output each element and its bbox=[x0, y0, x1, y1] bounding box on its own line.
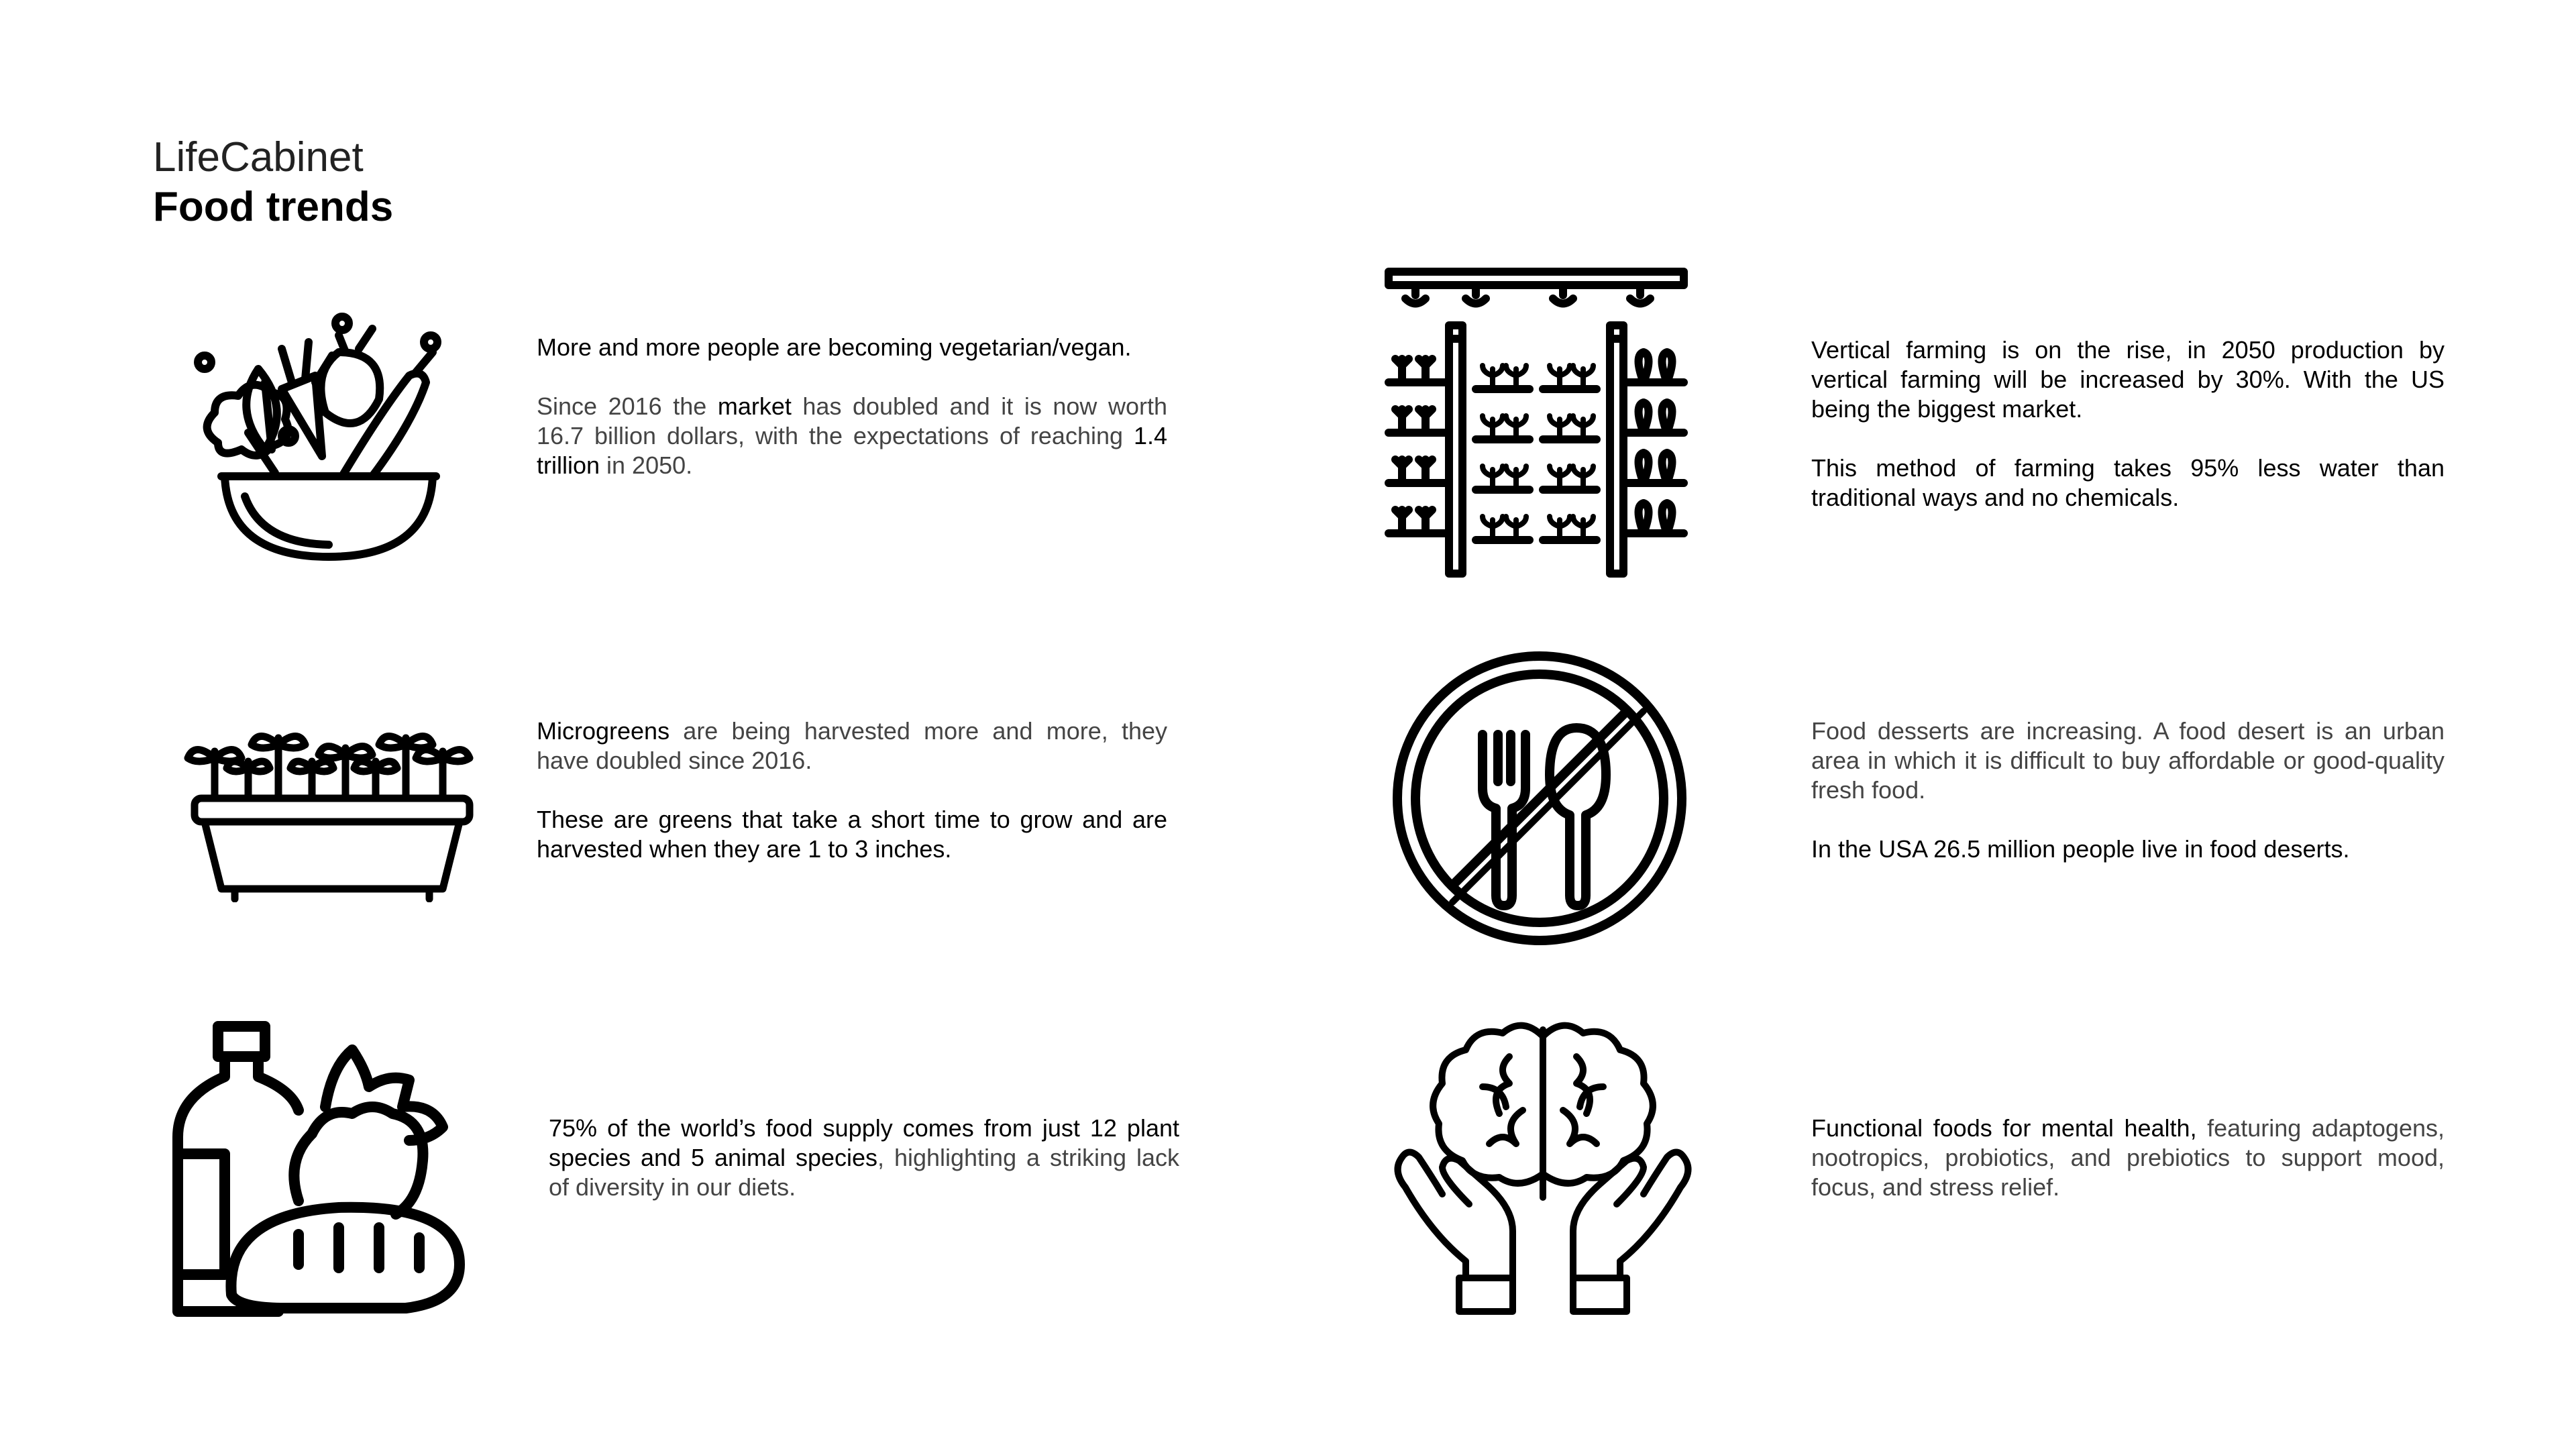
greens-definition: These are greens that take a short time to grow and are harvested when they are 1 to 3 inches. bbox=[537, 806, 1167, 863]
market-highlight: market bbox=[717, 392, 792, 420]
diversity-rest: , highlighting a striking lack of diversity in our diets. bbox=[549, 1144, 1179, 1201]
food-desert-definition: Food desserts are increasing. A food desert is an urban area in which it is difficult to buy affordable or good-quality fresh food. bbox=[1811, 717, 2445, 804]
brand-name: LifeCabinet bbox=[153, 134, 364, 180]
mental-health-highlight: Functional foods for mental health, bbox=[1811, 1114, 2197, 1142]
diversity-highlight: 75% of the world’s food supply comes from just 12 plant species and 5 animal species bbox=[549, 1114, 1179, 1171]
card-mental-health-text bbox=[1811, 1114, 2445, 1202]
vertical-farm-icon bbox=[1382, 265, 1690, 580]
brain-hands-icon bbox=[1389, 1010, 1697, 1318]
microgreens-tray-icon bbox=[181, 694, 483, 902]
salad-bowl-icon bbox=[174, 282, 483, 564]
no-food-icon bbox=[1389, 647, 1690, 949]
card-diversity-text bbox=[549, 1114, 1179, 1202]
card-vegan-text bbox=[537, 333, 1167, 480]
groceries-icon bbox=[171, 1020, 493, 1322]
card-microgreens-text bbox=[537, 716, 1167, 864]
market-text-3: in 2050. bbox=[600, 451, 693, 479]
microgreens-highlight: Microgreens bbox=[537, 717, 670, 745]
microgreens-rest: are being harvested more and more, they have doubled since 2016. bbox=[537, 717, 1167, 774]
mental-health-rest: featuring adaptogens, nootropics, probiotics, and prebiotics to support mood, focus, and stress relief. bbox=[1811, 1114, 2445, 1201]
trillion-highlight: 1.4 trillion bbox=[537, 422, 1167, 479]
water-sentence: This method of farming takes 95% less water than traditional ways and no chemicals. bbox=[1811, 454, 2445, 511]
card-food-desert-text bbox=[1811, 716, 2445, 864]
market-text-2: has doubled and it is now worth 16.7 billion dollars, with the expectations of reaching bbox=[537, 392, 1167, 449]
card-vertical-farming-text bbox=[1811, 335, 2445, 513]
page-title: Food trends bbox=[153, 184, 394, 230]
vertical-farming-sentence: Vertical farming is on the rise, in 2050 production by vertical farming will be increased by 30%. With the US being the biggest market. bbox=[1811, 336, 2445, 423]
market-text-1: Since 2016 the bbox=[537, 392, 718, 420]
food-desert-stat: In the USA 26.5 million people live in food deserts. bbox=[1811, 835, 2350, 863]
vegan-sentence: More and more people are becoming vegetarian/vegan. bbox=[537, 333, 1132, 361]
